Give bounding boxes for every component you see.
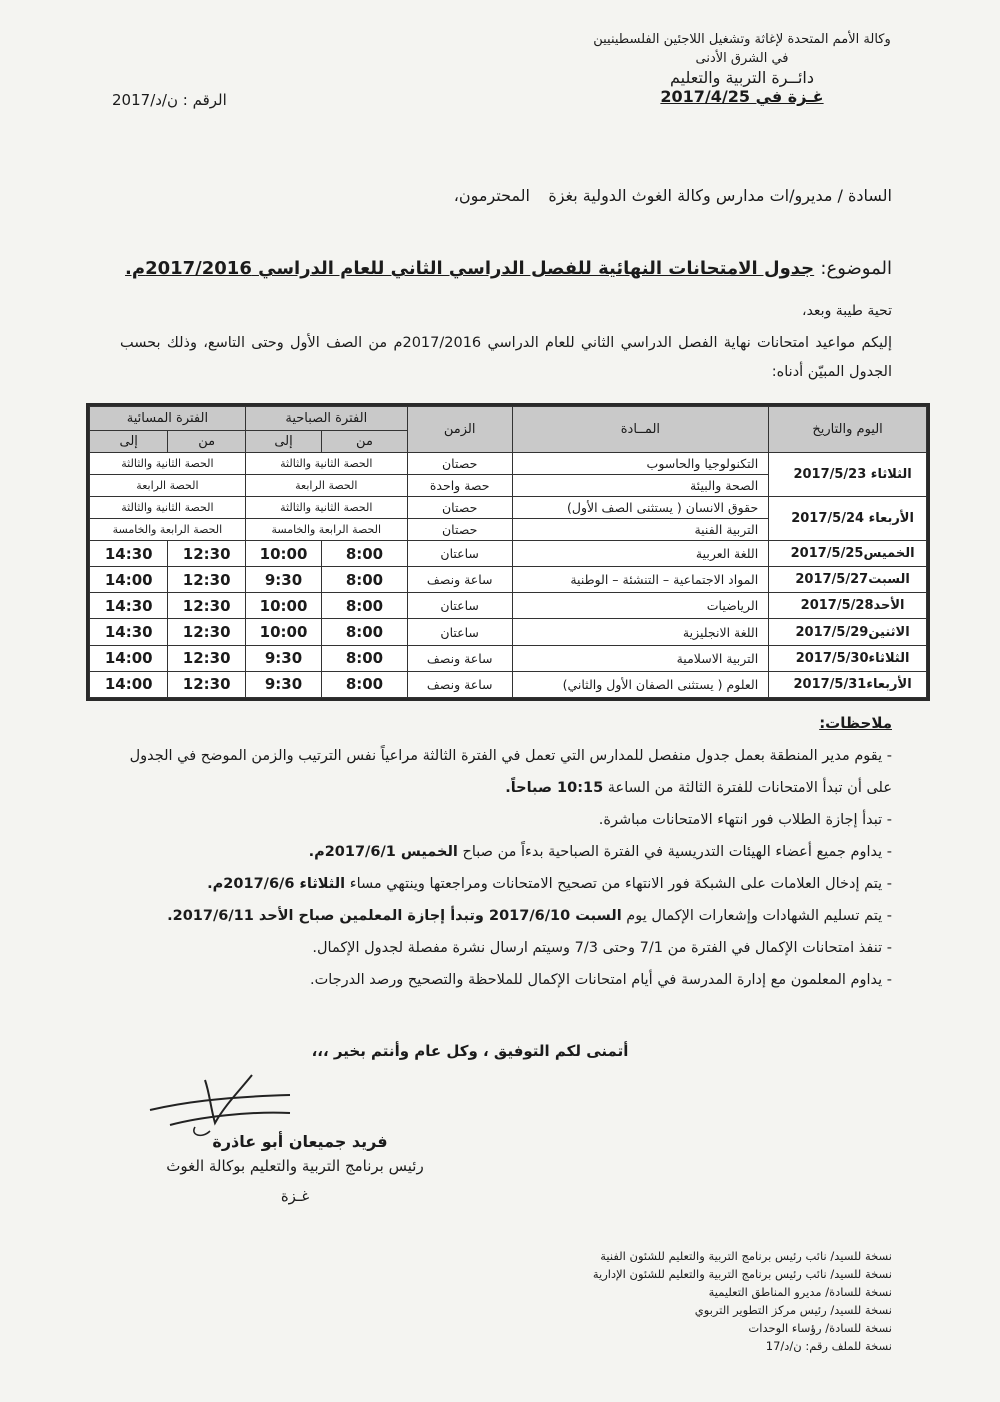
note-text: - يداوم المعلمون مع إدارة المدرسة في أيام امتحانات الإكمال للملاحظة والتصحيح ورصد الدرجات. xyxy=(310,972,892,988)
table-row xyxy=(90,645,927,671)
row-day: الاثنين xyxy=(868,624,910,640)
copy-item: نسخة للملف رقم: ن/د/17 xyxy=(765,1339,892,1353)
row-evening-period: الحصة الرابعة xyxy=(90,475,246,497)
row-day-date xyxy=(769,497,927,541)
row-subject: التكنولوجيا والحاسوب xyxy=(512,453,769,475)
row-evening-to: 14:00 xyxy=(90,645,168,671)
row-evening-from: 12:30 xyxy=(168,619,245,645)
note-item xyxy=(102,836,892,868)
row-date: 2017/5/29 xyxy=(795,624,869,640)
copies-list xyxy=(472,1247,892,1355)
row-date: 2017/5/23 xyxy=(793,467,867,483)
row-date: 2017/5/25 xyxy=(790,546,864,562)
row-morning-to: 10:00 xyxy=(245,541,321,567)
copy-item: نسخة للسادة/ رؤساء الوحدات xyxy=(748,1321,892,1335)
row-evening-to: 14:30 xyxy=(90,619,168,645)
row-subject: الصحة والبيئة xyxy=(512,475,769,497)
row-day: الأحد xyxy=(873,598,905,614)
row-subject: العلوم ( يستثنى الصفان الأول والثاني) xyxy=(512,671,769,697)
header-day-date: اليوم والتاريخ xyxy=(769,407,927,453)
row-subject: التربية الفنية xyxy=(512,519,769,541)
row-evening-from: 12:30 xyxy=(168,645,245,671)
note-text: - يقوم مدير المنطقة بعمل جدول منفصل للمدارس التي تعمل في الفترة الثالثة مراعياً نفس الترتيب والزمن الموضح في الجدول على أن تبدأ الامتحانات للفترة الثالثة من الساعة xyxy=(129,748,892,796)
row-morning-period: الحصة الرابعة xyxy=(245,475,407,497)
row-evening-from: 12:30 xyxy=(168,671,245,697)
header-evening-to: إلى xyxy=(90,431,168,453)
note-item xyxy=(102,964,892,996)
table-row xyxy=(90,567,927,593)
row-evening-to: 14:30 xyxy=(90,541,168,567)
org-name-line1: وكالة الأمم المتحدة لإغاثة وتشغيل اللاجئين الفلسطينيين xyxy=(593,32,891,47)
addressee: السادة / مديرو/ات مدارس وكالة الغوث الدولية بغزة xyxy=(548,186,892,205)
row-evening-period: الحصة الرابعة والخامسة xyxy=(90,519,246,541)
row-day-date xyxy=(769,619,927,645)
table-row xyxy=(90,497,927,519)
signer-city: غـزة xyxy=(280,1187,310,1205)
table-row xyxy=(90,453,927,475)
note-bold: الخميس 2017/6/1م. xyxy=(308,844,458,860)
row-duration: ساعتان xyxy=(407,541,512,567)
note-bold: 10:15 صباحاً. xyxy=(505,780,604,796)
row-morning-period: الحصة الرابعة والخامسة xyxy=(245,519,407,541)
row-duration: ساعتان xyxy=(407,619,512,645)
row-morning-from: 8:00 xyxy=(322,541,408,567)
row-day-date xyxy=(769,453,927,497)
row-day-date xyxy=(769,671,927,697)
note-text: - تبدأ إجازة الطلاب فور انتهاء الامتحانات مباشرة. xyxy=(598,812,892,828)
row-subject: التربية الاسلامية xyxy=(512,645,769,671)
header-morning-from: من xyxy=(322,431,408,453)
row-subject: حقوق الانسان ( يستثنى الصف الأول) xyxy=(512,497,769,519)
header-morning-to: إلى xyxy=(245,431,321,453)
row-day-date xyxy=(769,567,927,593)
note-bold: الثلاثاء 2017/6/6م. xyxy=(207,876,346,892)
header-evening-period: الفترة المسائية xyxy=(90,407,246,431)
note-item xyxy=(102,804,892,836)
subject-label: الموضوع: xyxy=(820,258,892,279)
closing-line: أتمنى لكم التوفيق ، وكل عام وأنتم بخير ،،، xyxy=(311,1042,629,1060)
row-morning-to: 10:00 xyxy=(245,619,321,645)
exam-schedule-table-frame xyxy=(86,403,930,701)
header-morning-period: الفترة الصباحية xyxy=(245,407,407,431)
row-duration: ساعة ونصف xyxy=(407,671,512,697)
note-item xyxy=(102,900,892,932)
table-row xyxy=(90,671,927,697)
row-duration: حصتان xyxy=(407,497,512,519)
row-morning-from: 8:00 xyxy=(322,567,408,593)
note-bold: السبت 2017/6/10 وتبدأ إجازة المعلمين صباح الأحد 2017/6/11. xyxy=(167,908,622,924)
row-date: 2017/5/31 xyxy=(793,676,867,692)
row-morning-to: 9:30 xyxy=(245,671,321,697)
row-date: 2017/5/28 xyxy=(800,598,874,614)
header-evening-from: من xyxy=(168,431,245,453)
header-subject: المــادة xyxy=(512,407,769,453)
notes-title: ملاحظات: xyxy=(819,714,892,732)
row-evening-from: 12:30 xyxy=(168,593,245,619)
row-morning-period: الحصة الثانية والثالثة xyxy=(245,453,407,475)
row-duration: حصتان xyxy=(407,453,512,475)
note-item xyxy=(102,868,892,900)
row-duration: ساعتان xyxy=(407,593,512,619)
copy-item: نسخة للسيد/ نائب رئيس برنامج التربية والتعليم للشئون الفنية xyxy=(600,1249,892,1263)
intro-paragraph: إليكم مواعيد امتحانات نهاية الفصل الدراسي الثاني للعام الدراسي 2017/2016م من الصف الأول وحتى التاسع، وذلك بحسب الجدول المبيّن أدناه: xyxy=(120,335,893,380)
row-evening-to: 14:00 xyxy=(90,567,168,593)
header-duration: الزمن xyxy=(407,407,512,453)
row-day: السبت xyxy=(868,572,910,588)
row-morning-to: 9:30 xyxy=(245,645,321,671)
letter-date: غـزة في 2017/4/25 xyxy=(660,87,824,106)
table-row xyxy=(90,619,927,645)
organization-header xyxy=(592,30,892,106)
department-name: دائــرة التربية والتعليم xyxy=(670,68,814,87)
row-day: الثلاثاء xyxy=(868,650,910,666)
row-evening-to: 14:30 xyxy=(90,593,168,619)
row-duration: حصة واحدة xyxy=(407,475,512,497)
row-morning-from: 8:00 xyxy=(322,619,408,645)
exam-schedule-table xyxy=(89,406,927,698)
copy-item: نسخة للسادة/ مديرو المناطق التعليمية xyxy=(708,1285,892,1299)
row-duration: حصتان xyxy=(407,519,512,541)
note-item xyxy=(102,740,892,804)
row-morning-period: الحصة الثانية والثالثة xyxy=(245,497,407,519)
row-date: 2017/5/27 xyxy=(795,572,869,588)
reference-number: الرقم : ن/د/2017 xyxy=(112,91,227,109)
row-date: 2017/5/24 xyxy=(791,511,865,527)
row-day-date xyxy=(769,541,927,567)
row-evening-period: الحصة الثانية والثالثة xyxy=(90,497,246,519)
subject-text: جدول الامتحانات النهائية للفصل الدراسي الثاني للعام الدراسي 2017/2016م. xyxy=(125,258,815,279)
note-item xyxy=(102,932,892,964)
row-morning-to: 9:30 xyxy=(245,567,321,593)
row-evening-period: الحصة الثانية والثالثة xyxy=(90,453,246,475)
table-row xyxy=(90,541,927,567)
signer-name: فريد جميعان أبو عاذرة xyxy=(212,1132,388,1151)
row-day-date xyxy=(769,645,927,671)
note-text: - يتم تسليم الشهادات وإشعارات الإكمال يوم xyxy=(621,908,892,924)
note-text: - يتم إدخال العلامات على الشبكة فور الانتهاء من تصحيح الامتحانات ومراجعتها وينتهي مساء xyxy=(345,876,892,892)
row-subject: اللغة العربية xyxy=(512,541,769,567)
org-name-line2: في الشرق الأدنى xyxy=(695,51,789,66)
row-evening-from: 12:30 xyxy=(168,567,245,593)
row-day: الأربعاء xyxy=(866,676,912,692)
row-day: الخميس xyxy=(863,546,915,562)
row-day: الثلاثاء xyxy=(870,467,912,483)
subject-line xyxy=(125,258,892,279)
greeting: تحية طيبة وبعد، xyxy=(802,303,892,319)
row-evening-from: 12:30 xyxy=(168,541,245,567)
row-day: الأربعاء xyxy=(868,511,914,527)
row-morning-from: 8:00 xyxy=(322,671,408,697)
note-text: - يداوم جميع أعضاء الهيئات التدريسية في الفترة الصباحية بدءاً من صباح xyxy=(457,844,892,860)
notes-list xyxy=(102,740,892,996)
copy-item: نسخة للسيد/ رئيس مركز التطوير التربوي xyxy=(694,1303,892,1317)
salutation-respected: المحترمون، xyxy=(453,186,530,205)
row-morning-from: 8:00 xyxy=(322,593,408,619)
copy-item: نسخة للسيد/ نائب رئيس برنامج التربية والتعليم للشئون الإدارية xyxy=(592,1267,892,1281)
table-row xyxy=(90,593,927,619)
row-evening-to: 14:00 xyxy=(90,671,168,697)
signer-title: رئيس برنامج التربية والتعليم بوكالة الغوث xyxy=(166,1157,424,1175)
note-text: - تنفذ امتحانات الإكمال في الفترة من 7/1 وحتى 7/3 وسيتم ارسال نشرة مفصلة لجدول الإكمال. xyxy=(312,940,892,956)
row-duration: ساعة ونصف xyxy=(407,567,512,593)
row-subject: الرياضيات xyxy=(512,593,769,619)
row-morning-from: 8:00 xyxy=(322,645,408,671)
row-morning-to: 10:00 xyxy=(245,593,321,619)
row-date: 2017/5/30 xyxy=(795,650,869,666)
row-subject: اللغة الانجليزية xyxy=(512,619,769,645)
row-day-date xyxy=(769,593,927,619)
row-subject: المواد الاجتماعية – التنشئة – الوطنية xyxy=(512,567,769,593)
row-duration: ساعة ونصف xyxy=(407,645,512,671)
